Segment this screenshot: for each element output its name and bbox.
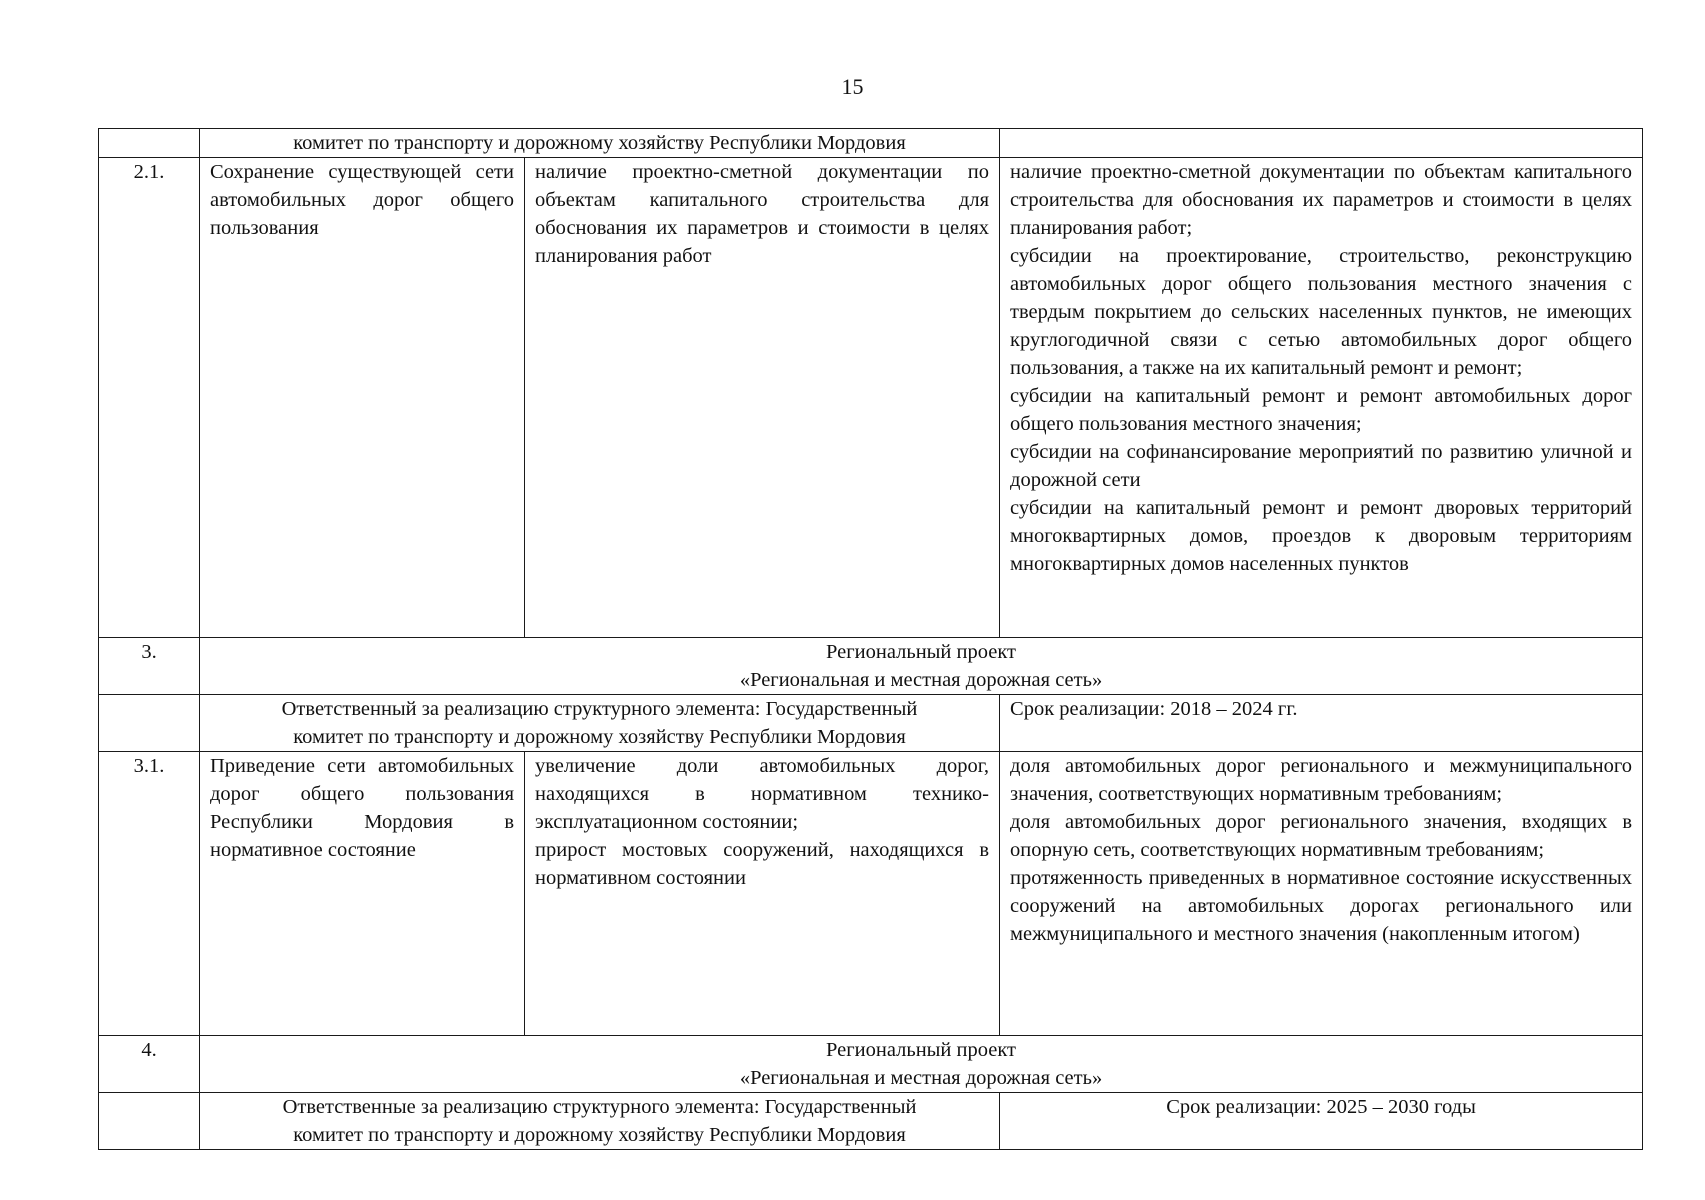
responsible-cell	[200, 695, 1000, 752]
responsible-line: комитет по транспорту и дорожному хозяйству Республики Мордовия	[293, 1124, 906, 1146]
table-row	[99, 695, 1643, 752]
task-cell: Приведение сети автомобильных дорог общего пользования Республики Мордовия в нормативное состояние	[200, 752, 525, 1036]
indicator-item: субсидии на софинансирование мероприятий по развитию уличной и дорожной сети	[1010, 441, 1633, 491]
table-row	[99, 158, 1643, 638]
effect-item: увеличение доли автомобильных дорог, находящихся в нормативном технико-эксплуатационном состоянии;	[535, 755, 990, 833]
row-number-cell: 4.	[99, 1036, 200, 1093]
table-row	[99, 752, 1643, 1036]
table-row	[99, 1093, 1643, 1150]
row-number-cell	[99, 695, 200, 752]
table-row	[99, 1036, 1643, 1093]
indicator-item: протяженность приведенных в нормативное состояние искусственных сооружений на автомобильных дорогах регионального или межмуниципального и местного значения (накопленным итогом)	[1010, 867, 1633, 945]
responsible-line: комитет по транспорту и дорожному хозяйству Республики Мордовия	[293, 726, 906, 748]
table-row	[99, 638, 1643, 695]
project-title: Региональный проект	[826, 641, 1016, 663]
responsible-cell: комитет по транспорту и дорожному хозяйству Республики Мордовия	[200, 129, 1000, 158]
project-title-cell	[200, 638, 1643, 695]
project-name: «Региональная и местная дорожная сеть»	[739, 1067, 1103, 1089]
indicator-item: субсидии на капитальный ремонт и ремонт автомобильных дорог общего пользования местного значения;	[1010, 385, 1633, 435]
row-number-cell	[99, 129, 200, 158]
row-number-cell	[99, 1093, 200, 1150]
effect-cell	[525, 752, 1000, 1036]
term-cell: Срок реализации: 2018 – 2024 гг.	[1000, 695, 1643, 752]
term-cell: Срок реализации: 2025 – 2030 годы	[1000, 1093, 1643, 1150]
program-table	[98, 128, 1643, 1150]
indicator-item: доля автомобильных дорог регионального и межмуниципального значения, соответствующих нормативным требованиям;	[1010, 755, 1633, 805]
indicator-item: субсидии на проектирование, строительство, реконструкцию автомобильных дорог общего пользования местного значения с твердым покрытием до сельских населенных пунктов, не имеющих круглогодичной связи с сетью автомобильных дорог общего пользования, а также на их капитальный ремонт и ремонт;	[1010, 245, 1633, 379]
row-number-cell: 2.1.	[99, 158, 200, 638]
indicator-item: субсидии на капитальный ремонт и ремонт дворовых территорий многоквартирных домов, проездов к дворовым территориям многоквартирных домов населенных пунктов	[1010, 497, 1633, 575]
row-number-cell: 3.	[99, 638, 200, 695]
responsible-line: Ответственный за реализацию структурного элемента: Государственный	[281, 698, 918, 720]
project-title: Региональный проект	[826, 1039, 1016, 1061]
empty-cell	[1000, 129, 1643, 158]
project-title-cell	[200, 1036, 1643, 1093]
effect-item: прирост мостовых сооружений, находящихся в нормативном состоянии	[535, 839, 990, 889]
indicators-cell	[1000, 158, 1643, 638]
responsible-line: Ответственные за реализацию структурного элемента: Государственный	[282, 1096, 917, 1118]
indicator-item: наличие проектно-сметной документации по объектам капитального строительства для обоснования их параметров и стоимости в целях планирования работ;	[1010, 161, 1633, 239]
project-name: «Региональная и местная дорожная сеть»	[739, 669, 1103, 691]
responsible-cell	[200, 1093, 1000, 1150]
table-row	[99, 129, 1643, 158]
task-cell: Сохранение существующей сети автомобильных дорог общего пользования	[200, 158, 525, 638]
page-number: 15	[841, 74, 864, 99]
effect-cell: наличие проектно-сметной документации по объектам капитального строительства для обоснования их параметров и стоимости в целях планирования работ	[525, 158, 1000, 638]
row-number-cell: 3.1.	[99, 752, 200, 1036]
indicator-item: доля автомобильных дорог регионального значения, входящих в опорную сеть, соответствующих нормативным требованиям;	[1010, 811, 1633, 861]
indicators-cell	[1000, 752, 1643, 1036]
